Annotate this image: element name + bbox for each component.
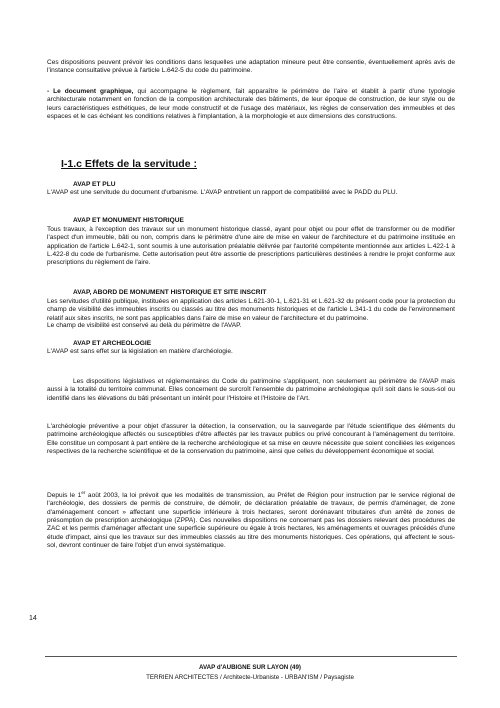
page-number: 14 [29, 615, 37, 622]
legislation-paragraph: Les dispositions législatives et réglementaires du Code du patrimoine s'appliquent, non seulement au périmètre de l'AVAP mais aussi à la totalité du territoire communal. Elles concernent de surcroît l'ensemble du patrimoine archéologique qu'il soit dans le sous-sol ou identifié dans les élévations du bâti présentant un intérêt pour l'Histoire et l'Histoire de l'Art. [47, 378, 455, 402]
subheading-avap-abord: AVAP, ABORD DE MONUMENT HISTORIQUE ET SITE INSCRIT [73, 289, 267, 296]
graphic-document-text: qui accompagne le règlement, fait apparaître le périmètre de l'aire et établit à partir d'une typologie architecturale notamment en fonction de la composition architecturale des bâtiments, de leur époque de construction, de leur style ou de leurs caractéristiques esthétiques, de leur mode constructif et de l'usage des matériaux, les règles de conservation des immeubles et des espaces et le cas échéant les conditions relatives à l'implantation, à la morphologie et aux dimensions des constructions. [47, 88, 455, 121]
intro-paragraph: Ces dispositions peuvent prévoir les conditions dans lesquelles une adaptation mineure peut être consentie, éventuellement après avis de l'instance consultative prévue à l'article L.642-5 du code du patrimoine. [47, 59, 455, 75]
law-2003-paragraph: Depuis le 1er août 2003, la loi prévoit que les modalités de transmission, au Préfet de Région pour instruction par le service régional de l'archéologie, des dossiers de permis de construire, de démolir, de déclaration préalable de travaux, de permis d'aménager, de zone d'aménagement concert » affectant une superficie inférieure à trois hectares, seront dorénavant tributaires d'un arrêté de zones de présomption de prescription archéologique (ZPPA). Ces nouvelles dispositions ne concernant pas les dossiers relevant des procédures de ZAC et les permis d'aménager affectant une superficie supérieure ou égale à trois hectares, les aménagements et ouvrages précédés d'une étude d'impact, ainsi que les travaux sur des immeubles classés au titre des monuments historiques. Ces opérations, qui affectent le sous-sol, devront continuer de faire l'objet d'un envoi systématique. [47, 489, 455, 550]
graphic-document-paragraph [47, 88, 455, 121]
subheading-avap-archeologie: AVAP ET ARCHEOLOGIE [73, 340, 152, 347]
avap-archeologie-text: L'AVAP est sans effet sur la législation en matière d'archéologie. [47, 348, 233, 355]
avap-abord-text: Les servitudes d'utilité publique, instituées en application des articles L.621-30-1, L.621-31 et L.621-32 du présent code pour la protection du champ de visibilité des immeubles inscrits ou classés au titre des monuments historiques et de l'article L.341-1 du code de l'environnement relatif aux sites inscrits, ne sont pas applicables dans l'aire de mise en valeur de l'architecture et du patrimoine. [47, 298, 455, 322]
subheading-avap-plu: AVAP ET PLU [73, 181, 116, 188]
avap-plu-text: L'AVAP est une servitude du document d'urbanisme. L'AVAP entretient un rapport de compatibilité avec le PADD du PLU. [47, 189, 398, 196]
footer-title: AVAP d'AUBIGNE SUR LAYON (49) [199, 664, 301, 671]
graphic-document-label: - Le document graphique, [47, 88, 134, 95]
preventive-archeology-paragraph: L'archéologie préventive a pour objet d'assurer la détection, la conservation, ou la sauvegarde par l'étude scientifique des éléments du patrimoine archéologique affectés ou susceptibles d'être affectés par les travaux publics ou privé concourant à l'aménagement du territoire. Elle constitue un composant à part entière de la recherche archéologique et sa mise en œuvre nécessite que soient conciliées les exigences respectives de la recherche scientifique et de la conservation du patrimoine, ainsi que celles du développement économique et social. [47, 423, 455, 456]
avap-abord-text-2: Le champ de visibilité est conservé au delà du périmètre de l'AVAP. [47, 322, 242, 329]
avap-mh-text: Tous travaux, à l'exception des travaux sur un monument historique classé, ayant pour objet ou pour effet de transformer ou de modifier l'aspect d'un immeuble, bâti ou non, compris dans le périmètre d'une aire de mise en valeur de l'architecture et du patrimoine instituée en application de l'article L.642-1, sont soumis à une autorisation préalable délivrée par l'autorité compétente mentionnée aux articles L.422-1 à L.422-8 du code de l'urbanisme. Cette autorisation peut être assortie de prescriptions particulières destinées à rendre le projet conforme aux prescriptions du règlement de l'aire. [47, 226, 455, 267]
footer-divider [45, 656, 457, 657]
subheading-avap-mh: AVAP ET MONUMENT HISTORIQUE [73, 217, 184, 224]
section-heading: I-1.c Effets de la servitude : [61, 158, 197, 170]
footer-credits: TERRIEN ARCHITECTES / Architecte-Urbaniste - URBAN'ISM / Paysagiste [146, 674, 354, 681]
